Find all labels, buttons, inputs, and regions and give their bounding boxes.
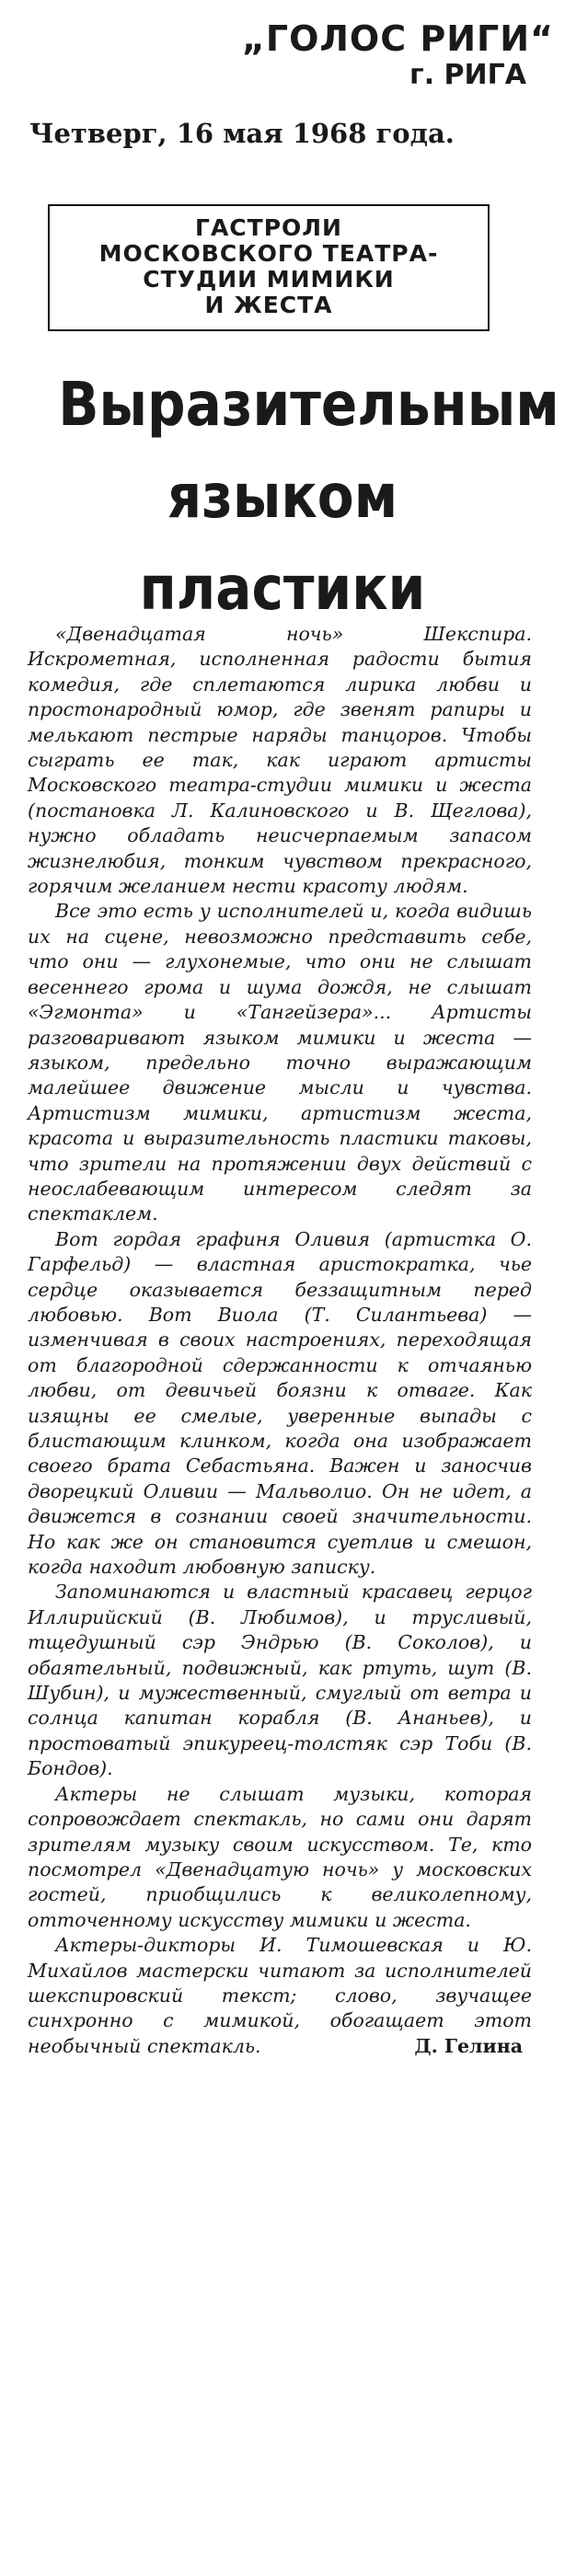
paragraph: Актеры не слышат музыки, которая сопровождает спектакль, но сами они дарят зрителям музыку своим искусством. Те, кто посмотрел «Двенадцатую ночь» у московских гостей, приобщились к великолепному, отточенному искусству мимики и жеста. [28,1782,532,1931]
masthead [242,18,554,91]
author-signature: Д. Гелина [414,2034,523,2057]
paragraph: Все это есть у исполнителей и, когда видишь их на сцене, невозможно представить себе, что они — глухонемые, что они не слышат весеннего грома и шума дождя, не слышат «Эгмонта» и «Тангейзера»... Артисты разговаривают языком мимики и жеста — языком, предельно точно выражающим малейшее движение мысли и чувства. Артистизм мимики, артистизм жеста, красота и выразительность пластики таковы, что зрители на протяжении двух действий с неослабевающим интересом следят за спектаклем. [28,900,532,1225]
dateline: Четверг, 16 мая 1968 года. [29,118,455,149]
article-body [28,622,532,2059]
newspaper-name: „ГОЛОС РИГИ“ [241,18,554,59]
headline-line: Выразительным [58,369,559,440]
paragraph: Вот гордая графиня Оливия (артистка О. Гарфельд) — властная аристократка, чье сердце оказывается беззащитным перед любовью. Вот Виола (Т. Силантьева) — изменчивая в своих настроениях, переходящая от благородной сдержанности к отчаянью любви, от девичьей боязни к отваге. Как изящны ее смелые, уверенные выпады с блистающим клинком, когда она изображает своего брата Себастьяна. Важен и заносчив дворецкий Оливии — Мальволио. Он не идет, а движется в сознании своей значительности. Но как же он становится суетлив и смешон, когда находит любовную записку. [28,1227,532,1579]
rubric-line: И ЖЕСТА [204,292,333,318]
paragraph: Актеры-дикторы И. Тимошевская и Ю. Михайлов мастерски читают за исполнителей шекспировский текст; слово, звучащее синхронно с мимикой, обогащает этот необычный спектакль. [28,1934,532,2057]
rubric-line: ГАСТРОЛИ [195,214,342,241]
rubric-line: СТУДИИ МИМИКИ [143,266,395,293]
headline-line: языком [167,461,398,532]
headline [58,359,559,635]
rubric-line: МОСКОВСКОГО ТЕАТРА- [98,240,439,267]
paragraph: Запоминаются и властный красавец герцог Иллирийский (В. Любимов), и трусливый, тщедушный сэр Эндрью (В. Соколов), и обаятельный, подвижный, как ртуть, шут (В. Шубин), и мужественный, смуглый от ветра и солнца капитан корабля (В. Ананьев), и простоватый эпикуреец-толстяк сэр Тоби (В. Бондов). [28,1581,532,1780]
rubric-box [48,204,490,331]
newspaper-city: г. РИГА [409,59,526,91]
paragraph: «Двенадцатая ночь» Шекспира. Искрометная, исполненная радости бытия комедия, где сплетаются лирика любви и простонародный юмор, где звенят рапиры и мелькают пестрые наряды танцоров. Чтобы сыграть ее так, как играют артисты Московского театра-студии мимики и жеста (постановка Л. Калиновского и В. Щеглова), нужно обладать неисчерпаемым запасом жизнелюбия, тонким чувством прекрасного, горячим желанием нести красоту людям. [28,623,532,898]
headline-line: пластики [139,553,426,624]
